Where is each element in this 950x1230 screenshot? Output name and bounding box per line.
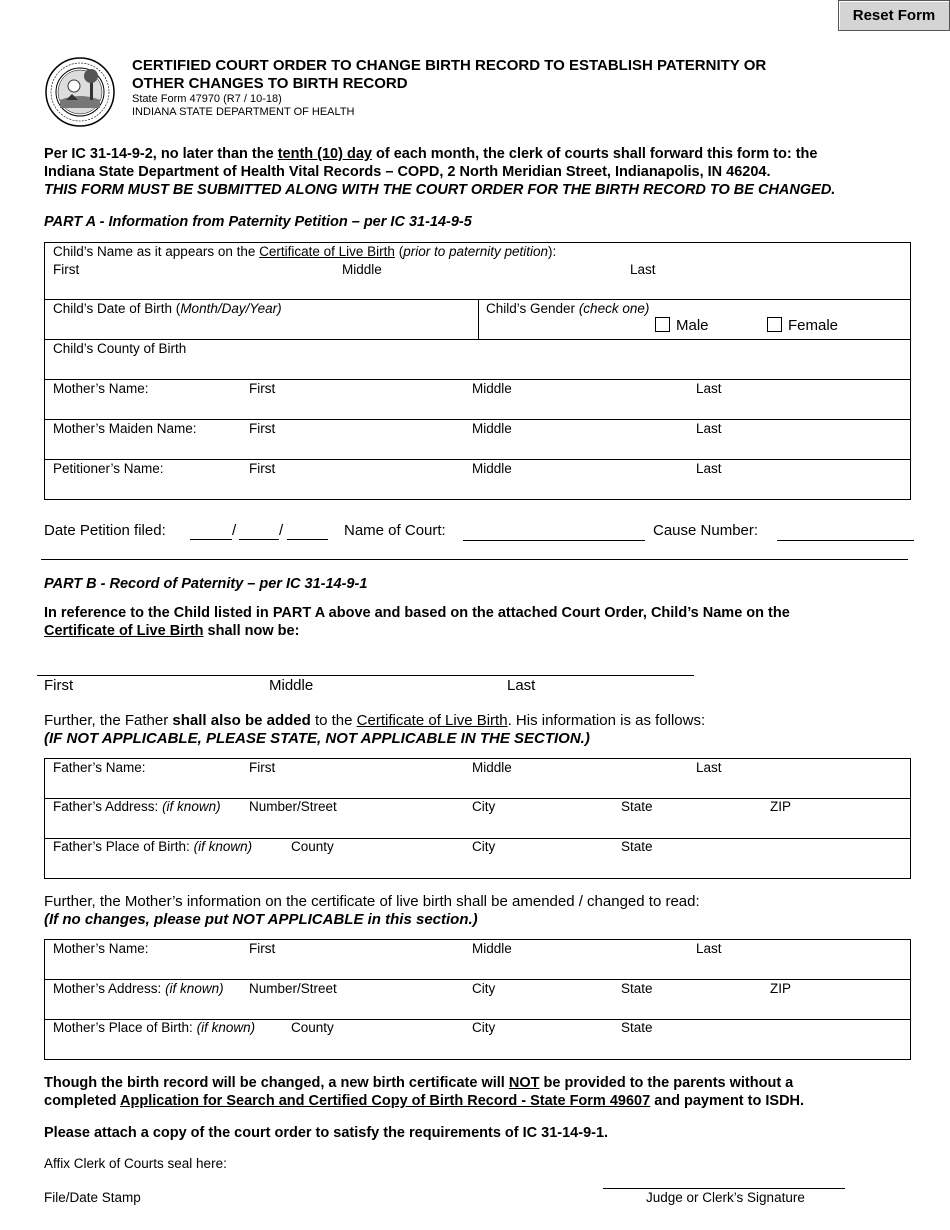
dob-field[interactable]: Child’s Date of Birth (Month/Day/Year) bbox=[53, 301, 282, 316]
part-b-reference: In reference to the Child listed in PART A above and based on the attached Court Order, Child’s Name on the Certificate of Live Birth shall now be: bbox=[44, 605, 790, 639]
mother-intro: Further, the Mother’s information on the certificate of live birth shall be amended / changed to read: (If no changes, please put NOT APPLICABLE in this section.) bbox=[44, 893, 700, 928]
form-title-line1: CERTIFIED COURT ORDER TO CHANGE BIRTH RECORD TO ESTABLISH PATERNITY OR bbox=[132, 57, 767, 74]
father-name-row[interactable]: Father’s Name: First Middle Last bbox=[45, 759, 910, 799]
signature-input[interactable] bbox=[603, 1172, 845, 1189]
attach-note: Please attach a copy of the court order to satisfy the requirements of IC 31-14-9-1. bbox=[44, 1125, 609, 1141]
agency-name: INDIANA STATE DEPARTMENT OF HEALTH bbox=[132, 106, 355, 118]
date-month-input[interactable] bbox=[190, 522, 232, 540]
part-b-heading: PART B - Record of Paternity – per IC 31-14-9-1 bbox=[44, 576, 368, 592]
father-address-row[interactable]: Father’s Address: (if known) Number/Street City State ZIP bbox=[45, 799, 910, 839]
date-filed-label: Date Petition filed: bbox=[44, 522, 166, 539]
child-name-row[interactable]: Child’s Name as it appears on the Certificate of Live Birth (prior to paternity petition): First Middle Last bbox=[45, 243, 910, 300]
file-stamp-label: File/Date Stamp bbox=[44, 1190, 141, 1205]
divider bbox=[41, 559, 908, 560]
dob-gender-row: Child’s Date of Birth (Month/Day/Year) Child’s Gender (check one) Male Female bbox=[45, 300, 910, 340]
form-title bbox=[132, 57, 766, 119]
father-table bbox=[44, 758, 911, 879]
new-certificate-note: Though the birth record will be changed, a new birth certificate will NOT be provided to the parents without a completed Application for Search and Certified Copy of Birth Record - State Form 49607 and payment to ISDH. bbox=[44, 1075, 805, 1109]
mother-name-row[interactable]: Mother’s Name: First Middle Last bbox=[45, 380, 910, 420]
form-title-line2: OTHER CHANGES TO BIRTH RECORD bbox=[132, 75, 408, 92]
court-input[interactable] bbox=[463, 522, 645, 541]
indiana-state-seal bbox=[44, 56, 116, 128]
new-child-name-input[interactable] bbox=[37, 660, 694, 676]
cause-input[interactable] bbox=[777, 522, 914, 541]
male-checkbox[interactable]: Male bbox=[655, 317, 709, 334]
date-day-input[interactable] bbox=[239, 522, 279, 540]
mother-pob-row[interactable]: Mother’s Place of Birth: (if known) County City State bbox=[53, 1020, 653, 1035]
mother-address-row[interactable]: Mother’s Address: (if known) Number/Street City State ZIP bbox=[45, 980, 910, 1020]
father-pob-row[interactable]: Father’s Place of Birth: (if known) County City State bbox=[53, 839, 653, 854]
mother-table bbox=[44, 939, 911, 1060]
date-year-input[interactable] bbox=[287, 522, 328, 540]
form-number: State Form 47970 (R7 / 10-18) bbox=[132, 93, 282, 105]
part-a-table bbox=[44, 242, 911, 500]
mother-name-row-b[interactable]: Mother’s Name: First Middle Last bbox=[45, 940, 910, 980]
court-label: Name of Court: bbox=[344, 522, 446, 539]
cause-label: Cause Number: bbox=[653, 522, 759, 539]
petitioner-row[interactable]: Petitioner’s Name: First Middle Last bbox=[53, 461, 722, 476]
seal-here-label: Affix Clerk of Courts seal here: bbox=[44, 1156, 227, 1171]
intro-text: Per IC 31-14-9-2, no later than the tenth (10) day of each month, the clerk of courts shall forward this form to: the Indiana State Department of Health Vital Records – COPD, 2 North Meridian Street, Indianapolis, IN 46204. THIS FORM MUST BE SUBMITTED ALONG WITH THE COURT ORDER FOR THE BIRTH RECORD TO BE CHANGED. bbox=[44, 146, 836, 198]
father-intro: Further, the Father shall also be added to the Certificate of Live Birth. His information is as follows: (IF NOT APPLICABLE, PLEASE STATE, NOT APPLICABLE IN THE SECTION.) bbox=[44, 712, 706, 747]
part-a-heading: PART A - Information from Paternity Petition – per IC 31-14-9-5 bbox=[44, 214, 472, 230]
county-row[interactable]: Child’s County of Birth bbox=[45, 340, 910, 380]
signature-label: Judge or Clerk’s Signature bbox=[646, 1190, 805, 1205]
female-checkbox[interactable]: Female bbox=[767, 317, 838, 334]
mother-maiden-row[interactable]: Mother’s Maiden Name: First Middle Last bbox=[45, 420, 910, 460]
reset-form-button[interactable]: Reset Form bbox=[838, 0, 950, 31]
